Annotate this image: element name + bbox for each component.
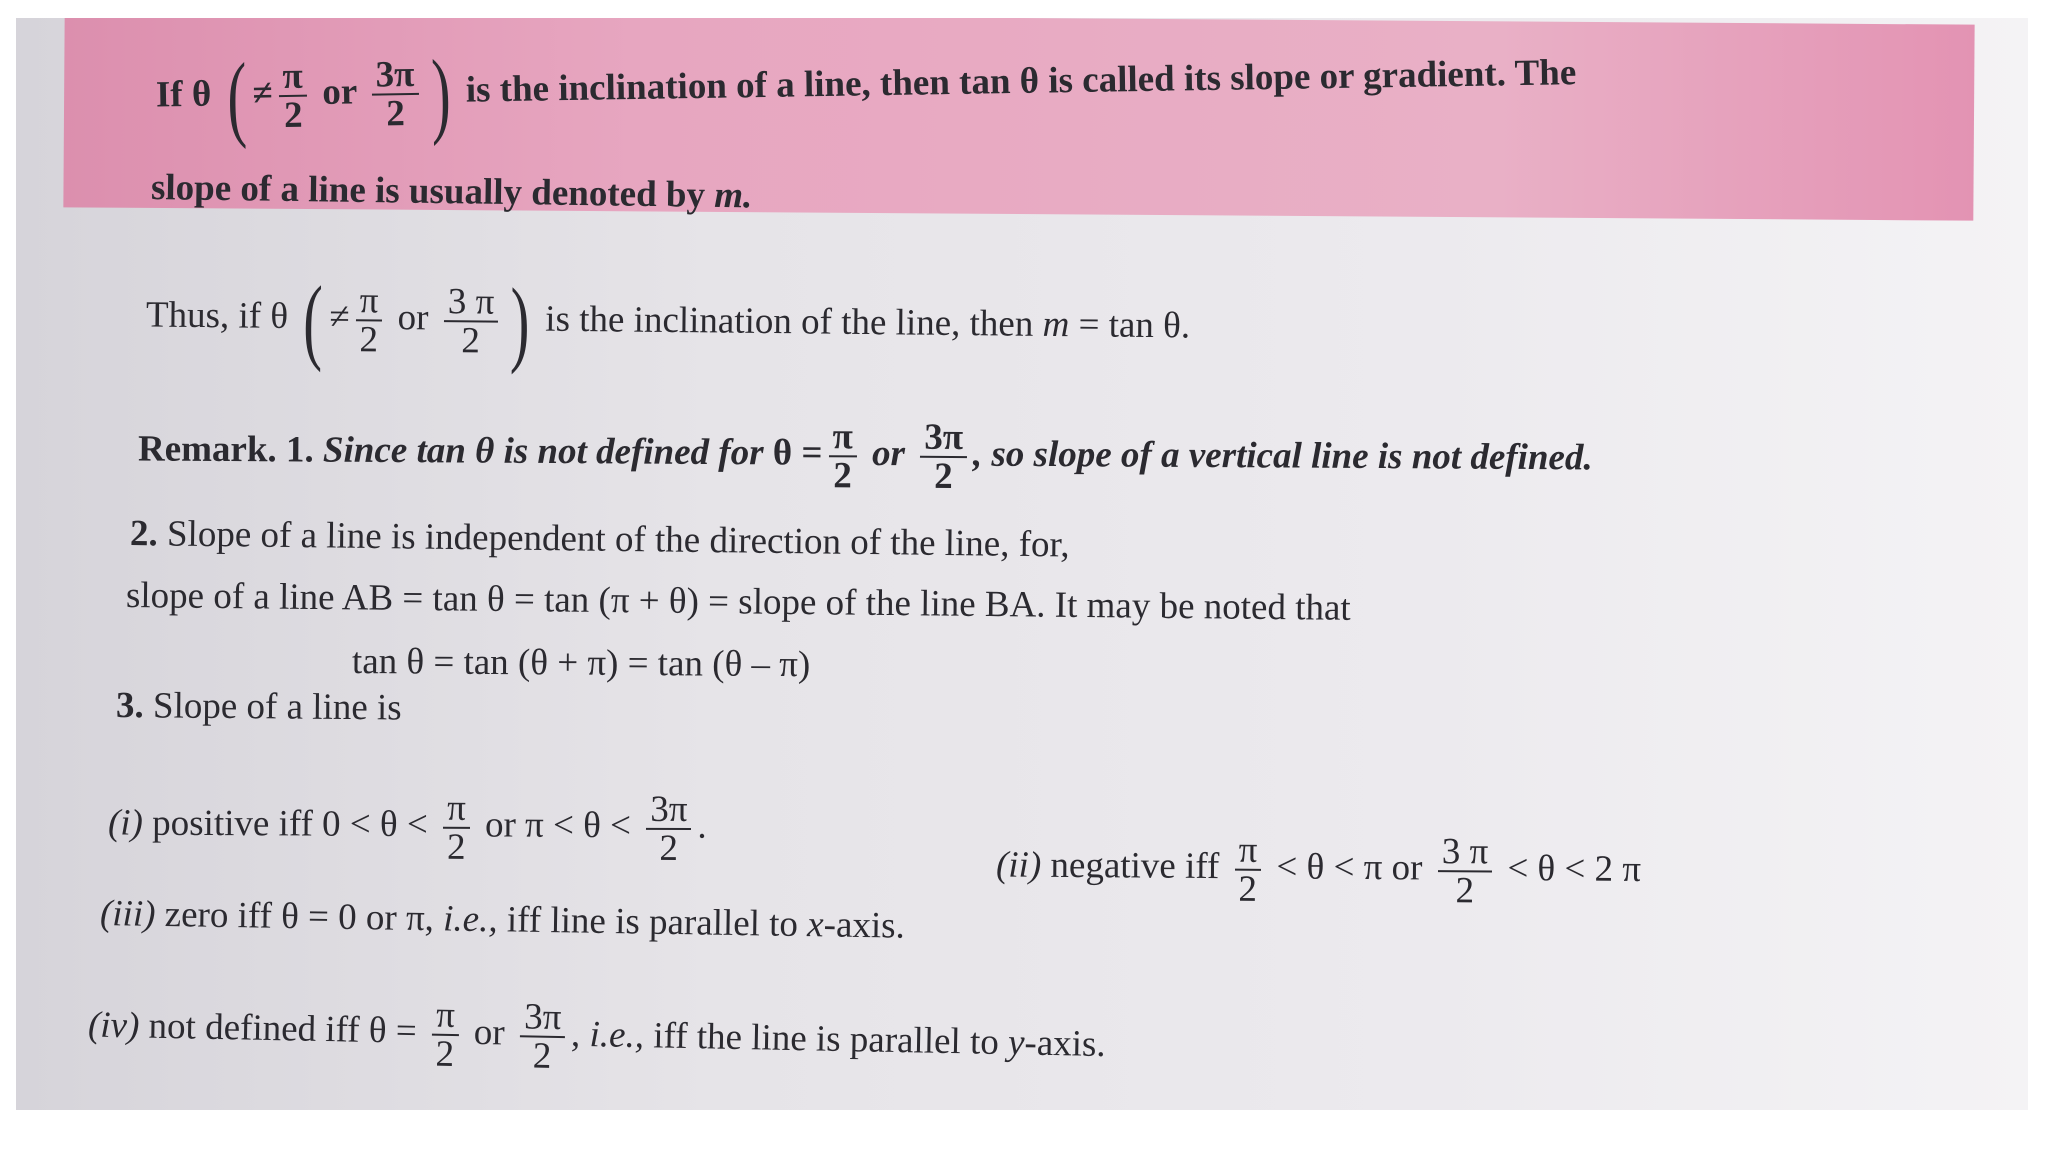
remark-2-text-1: Slope of a line is independent of the direction of the line, for, xyxy=(166,513,1070,566)
case-ii-text-a: negative iff xyxy=(1050,844,1220,888)
or-word: or xyxy=(321,71,357,113)
definition-text: is the inclination of a line, then tan θ is called its slope or gradient. The xyxy=(465,52,1577,111)
remark-label: Remark. 1. xyxy=(137,428,314,471)
comma: , xyxy=(570,1013,581,1055)
case-i xyxy=(108,788,707,867)
fraction-3pi-over-2: $\frac{3 \pi}{2}$ xyxy=(443,283,498,360)
thus-text: is the inclination of the line, then xyxy=(545,298,1034,345)
open-paren: ( xyxy=(226,42,247,150)
fraction-3pi-over-2: $\frac{3\pi}{2}$ xyxy=(920,419,967,495)
fraction-pi-over-2: $\frac{\pi}{2}$ xyxy=(443,790,470,866)
case-iv-text-a: not defined iff θ = xyxy=(148,1005,418,1052)
definition-if-theta: If θ xyxy=(155,73,212,116)
case-ii-label: (ii) xyxy=(995,844,1042,886)
case-iii-text-a: zero iff θ = 0 or π, xyxy=(164,894,435,940)
or-word: or xyxy=(473,1011,506,1054)
case-iv-label: (iv) xyxy=(87,1004,140,1047)
slope-symbol-m: m xyxy=(1042,303,1070,346)
not-equal-sign: ≠ xyxy=(252,72,274,114)
remark-1-text-b: , so slope of a vertical line is not defined. xyxy=(972,433,1593,479)
slope-symbol-m: m. xyxy=(714,174,753,217)
case-i-text-b: or π < θ < xyxy=(484,804,632,847)
fraction-pi-over-2: $\frac{\pi}{2}$ xyxy=(355,282,382,358)
case-iii-text-b: iff line is parallel to xyxy=(506,899,799,945)
theta-equals: θ = xyxy=(772,432,823,474)
remark-1-text-a: Since tan θ is not defined for xyxy=(322,429,764,474)
definition-line-2-text: slope of a line is usually denoted by xyxy=(150,167,706,216)
case-i-text-a: positive iff 0 < θ < xyxy=(152,802,428,846)
ie-abbrev: i.e., xyxy=(589,1014,645,1057)
fraction-3pi-over-2: $\frac{3 \pi}{2}$ xyxy=(1437,833,1492,909)
ie-abbrev: i.e., xyxy=(442,898,498,941)
fraction-3pi-over-2: $\frac{3\pi}{2}$ xyxy=(646,791,692,867)
close-paren: ) xyxy=(509,267,531,376)
fraction-3pi-over-2: $\frac{3\pi}{2}$ xyxy=(371,56,419,133)
not-equal-sign: ≠ xyxy=(329,296,350,338)
case-iii xyxy=(100,892,906,948)
case-ii-text-b: < θ < π or xyxy=(1276,846,1423,889)
case-iv xyxy=(87,990,1106,1086)
close-paren: ) xyxy=(430,39,452,147)
or-word: or xyxy=(871,432,906,475)
case-ii-text-c: < θ < 2 π xyxy=(1507,848,1642,890)
remark-2-line-1 xyxy=(130,512,1070,566)
remark-2-text-2: slope of a line AB = tan θ = tan (π + θ) = slope of the line BA. It may be noted that xyxy=(125,575,1351,629)
fraction-3pi-over-2: $\frac{3\pi}{2}$ xyxy=(519,998,566,1075)
fraction-pi-over-2: $\frac{\pi}{2}$ xyxy=(278,58,307,134)
or-word: or xyxy=(397,297,429,339)
thus-line xyxy=(145,265,1191,377)
remark-1-line xyxy=(138,414,1593,499)
axis-suffix: -axis. xyxy=(823,904,906,947)
open-paren: ( xyxy=(303,265,324,373)
axis-suffix: -axis. xyxy=(1024,1022,1107,1066)
thus-equation-end: = tan θ. xyxy=(1078,304,1191,347)
fraction-pi-over-2: $\frac{\pi}{2}$ xyxy=(431,997,459,1073)
x-variable: x xyxy=(806,904,824,946)
definition-line-2 xyxy=(151,166,753,217)
case-iii-label: (iii) xyxy=(99,893,156,935)
remark-2-equation xyxy=(352,640,811,686)
remark-3-text: Slope of a line is xyxy=(152,685,402,729)
fraction-pi-over-2: $\frac{\pi}{2}$ xyxy=(828,418,857,494)
tan-identity: tan θ = tan (θ + π) = tan (θ – π) xyxy=(351,641,811,686)
period: . xyxy=(697,805,707,847)
case-iv-text-b: iff the line is parallel to xyxy=(652,1015,1000,1063)
remark-2-line-2 xyxy=(126,574,1351,630)
case-ii xyxy=(996,830,1642,911)
remark-3-label: 3. xyxy=(115,685,144,727)
remark-3-line xyxy=(116,684,402,729)
textbook-page-photo xyxy=(16,18,2028,1110)
case-i-label: (i) xyxy=(107,802,144,844)
thus-if-theta: Thus, if θ xyxy=(145,294,289,337)
fraction-pi-over-2: $\frac{\pi}{2}$ xyxy=(1234,832,1261,908)
remark-2-label: 2. xyxy=(129,513,158,555)
y-variable: y xyxy=(1007,1022,1025,1064)
